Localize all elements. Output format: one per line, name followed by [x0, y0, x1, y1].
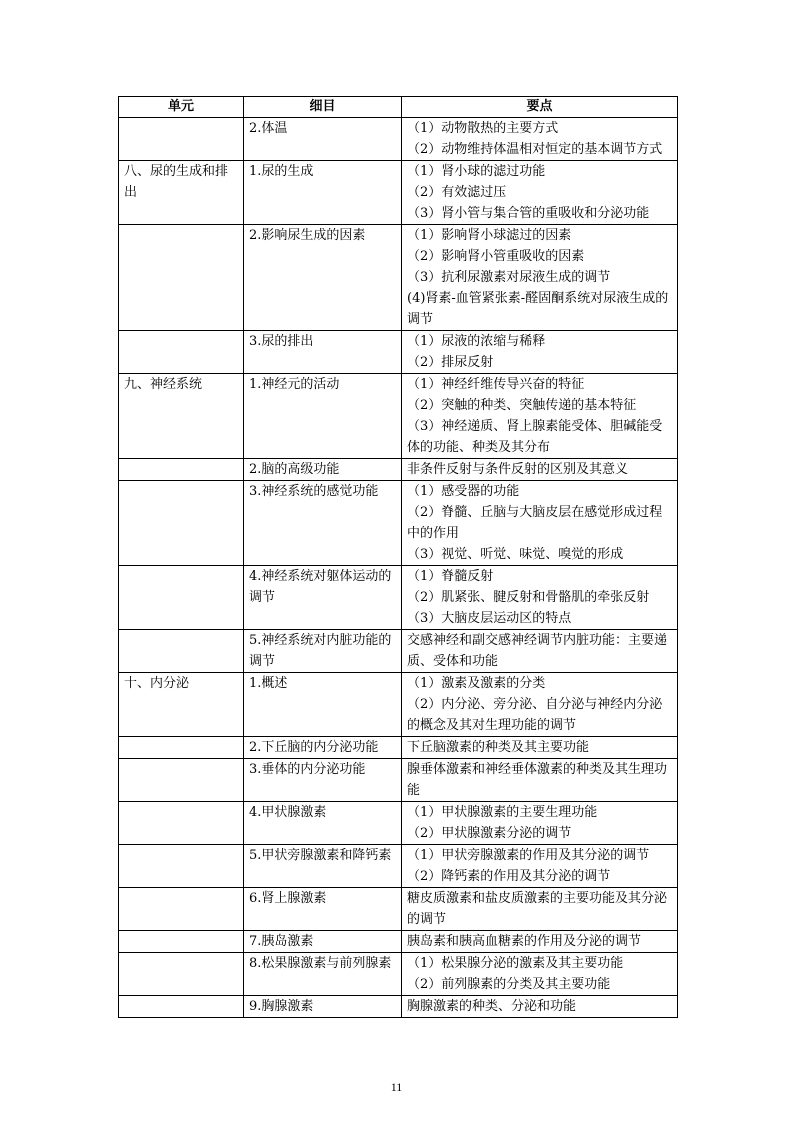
item-cell: 7.胰岛激素: [244, 931, 402, 953]
table-row: [119, 996, 678, 1018]
item-cell: 2.下丘脑的内分泌功能: [244, 737, 402, 759]
item-cell: 1.神经元的活动: [244, 374, 402, 459]
table-body: [119, 118, 678, 1018]
unit-cell: [119, 459, 244, 481]
table-row: [119, 953, 678, 996]
unit-cell: [119, 845, 244, 888]
header-unit: 单元: [119, 97, 244, 118]
table-row: [119, 374, 678, 459]
points-cell: [402, 931, 678, 953]
table-row: [119, 459, 678, 481]
point-text: （2）甲状腺激素分泌的调节: [407, 826, 572, 841]
item-cell: 6.肾上腺激素: [244, 888, 402, 931]
point-text: 下丘脑激素的种类及其主要功能: [407, 740, 590, 755]
unit-cell: [119, 630, 244, 673]
points-cell: [402, 759, 678, 802]
points-cell: [402, 996, 678, 1018]
point-text: 非条件反射与条件反射的区别及其意义: [407, 462, 629, 477]
item-cell: 2.脑的高级功能: [244, 459, 402, 481]
table-row: [119, 481, 678, 566]
unit-cell: [119, 802, 244, 845]
points-cell: [402, 566, 678, 630]
table-row: [119, 161, 678, 225]
point-text: （2）突触的种类、突触传递的基本特征: [407, 398, 637, 413]
point-text: （1）动物散热的主要方式: [407, 121, 559, 136]
point-text: 胸腺激素的种类、分泌和功能: [407, 999, 577, 1014]
point-text: （2）内分泌、旁分泌、自分泌与神经内分泌的概念及其对生理功能的调节: [407, 697, 663, 733]
table-header-row: [119, 97, 678, 118]
point-text: （1）尿液的浓缩与稀释: [407, 334, 546, 349]
item-cell: 3.尿的排出: [244, 331, 402, 374]
points-cell: [402, 953, 678, 996]
table-row: [119, 802, 678, 845]
point-text: （2）有效滤过压: [407, 185, 507, 200]
points-cell: [402, 673, 678, 737]
unit-cell: [119, 481, 244, 566]
point-text: （3）视觉、听觉、味觉、嗅觉的形成: [407, 547, 624, 562]
point-text: （3）神经递质、肾上腺素能受体、胆碱能受体的功能、种类及其分布: [407, 419, 663, 455]
points-cell: [402, 630, 678, 673]
table-row: [119, 118, 678, 161]
unit-cell: [119, 225, 244, 331]
unit-cell: 九、神经系统: [119, 374, 244, 459]
point-text: （1）甲状腺激素的主要生理功能: [407, 805, 598, 820]
unit-cell: [119, 996, 244, 1018]
item-cell: 5.神经系统对内脏功能的调节: [244, 630, 402, 673]
point-text: （3）大脑皮层运动区的特点: [407, 611, 572, 626]
unit-cell: [119, 331, 244, 374]
point-text: （1）脊髓反射: [407, 569, 494, 584]
point-text: 交感神经和副交感神经调节内脏功能：主要递质、受体和功能: [407, 633, 668, 669]
unit-cell: [119, 953, 244, 996]
point-text: （2）动物维持体温相对恒定的基本调节方式: [407, 142, 663, 157]
point-text: （3）肾小管与集合管的重吸收和分泌功能: [407, 206, 650, 221]
point-text: （1）松果腺分泌的激素及其主要功能: [407, 956, 624, 971]
points-cell: [402, 888, 678, 931]
unit-cell: [119, 566, 244, 630]
item-cell: 1.尿的生成: [244, 161, 402, 225]
unit-cell: [119, 931, 244, 953]
points-cell: [402, 459, 678, 481]
point-text: （1）神经纤维传导兴奋的特征: [407, 377, 585, 392]
item-cell: 9.胸腺激素: [244, 996, 402, 1018]
point-text: （1）肾小球的滤过功能: [407, 164, 546, 179]
table-row: [119, 759, 678, 802]
unit-cell: [119, 737, 244, 759]
points-cell: [402, 845, 678, 888]
header-item: 细目: [244, 97, 402, 118]
table-row: [119, 931, 678, 953]
table-row: [119, 845, 678, 888]
point-text: （2）影响肾小管重吸收的因素: [407, 249, 585, 264]
point-text: 胰岛素和胰高血糖素的作用及分泌的调节: [407, 934, 642, 949]
item-cell: 5.甲状旁腺激素和降钙素: [244, 845, 402, 888]
item-cell: 8.松果腺激素与前列腺素: [244, 953, 402, 996]
point-text: （2）前列腺素的分类及其主要功能: [407, 977, 611, 992]
point-text: (4)肾素-血管紧张素-醛固酮系统对尿液生成的调节: [407, 291, 669, 327]
points-cell: [402, 481, 678, 566]
points-cell: [402, 331, 678, 374]
unit-cell: 十、内分泌: [119, 673, 244, 737]
item-cell: 2.影响尿生成的因素: [244, 225, 402, 331]
item-cell: 3.神经系统的感觉功能: [244, 481, 402, 566]
point-text: （1）甲状旁腺激素的作用及其分泌的调节: [407, 848, 650, 863]
table-row: [119, 630, 678, 673]
points-cell: [402, 737, 678, 759]
point-text: （1）激素及激素的分类: [407, 676, 546, 691]
point-text: （1）感受器的功能: [407, 484, 520, 499]
points-cell: [402, 161, 678, 225]
points-cell: [402, 802, 678, 845]
point-text: （1）影响肾小球滤过的因素: [407, 228, 572, 243]
point-text: （2）肌紧张、腱反射和骨骼肌的牵张反射: [407, 590, 650, 605]
table-row: [119, 673, 678, 737]
header-points: 要点: [402, 97, 678, 118]
unit-cell: 八、尿的生成和排出: [119, 161, 244, 225]
item-cell: 3.垂体的内分泌功能: [244, 759, 402, 802]
unit-cell: [119, 118, 244, 161]
item-cell: 1.概述: [244, 673, 402, 737]
page-number: 11: [390, 1080, 403, 1094]
unit-cell: [119, 759, 244, 802]
point-text: （3）抗利尿激素对尿液生成的调节: [407, 270, 611, 285]
table-row: [119, 566, 678, 630]
point-text: 糖皮质激素和盐皮质激素的主要功能及其分泌的调节: [407, 891, 668, 927]
points-cell: [402, 118, 678, 161]
point-text: 腺垂体激素和神经垂体激素的种类及其生理功能: [407, 762, 668, 798]
table-row: [119, 888, 678, 931]
point-text: （2）脊髓、丘脑与大脑皮层在感觉形成过程中的作用: [407, 505, 663, 541]
item-cell: 4.神经系统对躯体运动的调节: [244, 566, 402, 630]
points-cell: [402, 374, 678, 459]
point-text: （2）降钙素的作用及其分泌的调节: [407, 869, 611, 884]
table-row: [119, 225, 678, 331]
item-cell: 2.体温: [244, 118, 402, 161]
unit-cell: [119, 888, 244, 931]
point-text: （2）排尿反射: [407, 355, 494, 370]
points-cell: [402, 225, 678, 331]
syllabus-table: [118, 96, 678, 1018]
item-cell: 4.甲状腺激素: [244, 802, 402, 845]
table-row: [119, 737, 678, 759]
table-row: [119, 331, 678, 374]
